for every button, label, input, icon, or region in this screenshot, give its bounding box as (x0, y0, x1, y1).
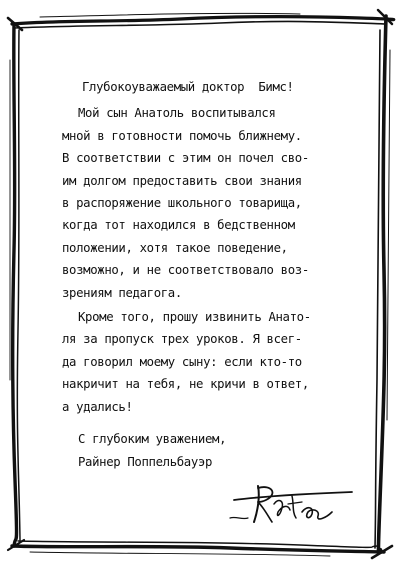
letter-line: а удались! (62, 399, 133, 414)
letter-line: положении, хотя такое поведение, (62, 240, 288, 255)
letter-sender: Райнер Поппельбауэр (78, 454, 213, 469)
letter-paragraph (62, 102, 362, 304)
letter-closing: С глубоким уважением, (78, 432, 227, 447)
letter-paragraph (62, 306, 362, 418)
letter-line: мной в готовности помочь ближнему. (62, 128, 302, 143)
letter-line: да говорил моему сыну: если кто-то (62, 354, 302, 369)
letter-line: когда тот находился в бедственном (62, 218, 295, 233)
letter-greeting: Глубокоуважаемый доктор Бимс! (82, 80, 294, 94)
handwritten-signature (228, 478, 358, 528)
letter-line: Кроме того, прошу извинить Анато- (78, 310, 311, 325)
letter-line: Мой сын Анатоль воспитывался (78, 106, 276, 121)
letter-closing-block (62, 428, 362, 473)
letter-line: им долгом предоставить свои знания (62, 173, 302, 188)
letter-line: накричит на тебя, не кричи в ответ, (62, 377, 309, 392)
letter-line: зрениям педагога. (62, 285, 182, 300)
letter-line: В соответствии с этим он почел сво- (62, 151, 309, 166)
letter-body (62, 76, 362, 473)
letter-line: ля за пропуск трех уроков. Я всег- (62, 332, 302, 347)
letter-line: в распоряжение школьного товарища, (62, 196, 302, 211)
letter-line: возможно, и не соответствовало воз- (62, 263, 309, 278)
